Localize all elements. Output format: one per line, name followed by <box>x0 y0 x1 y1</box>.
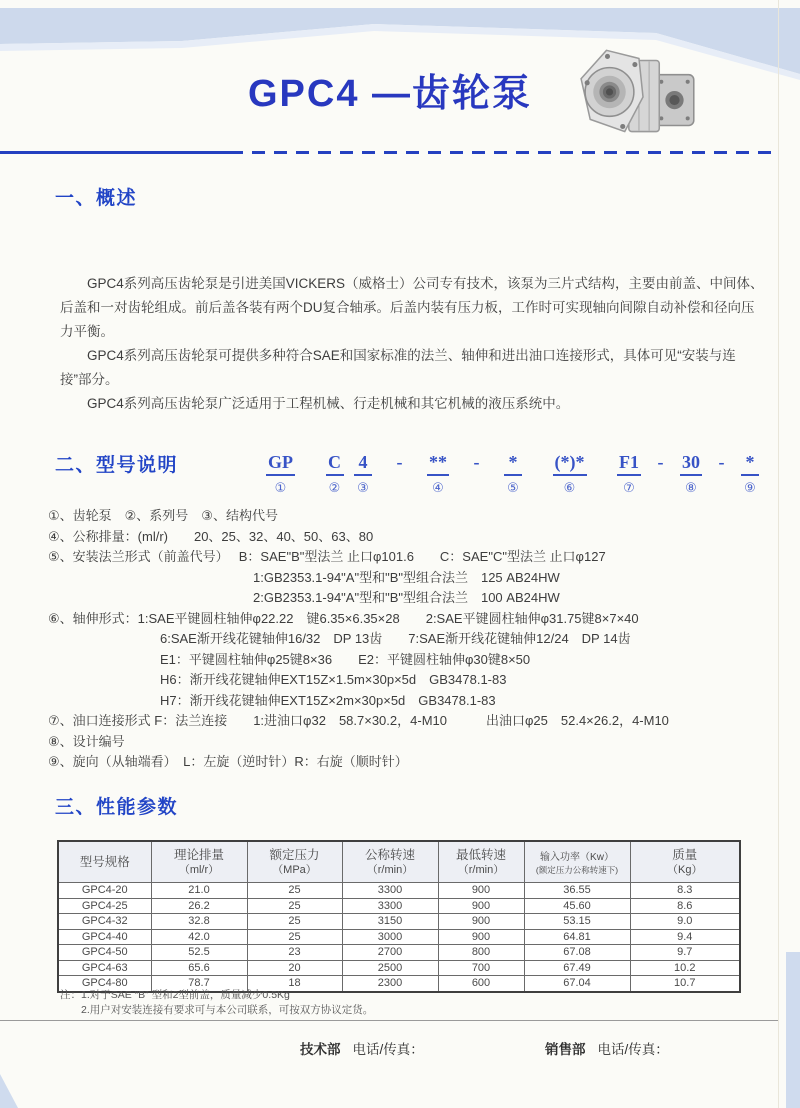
cell-min-speed: 900 <box>438 929 524 945</box>
model-code-circled-number: ③ <box>357 480 369 495</box>
cell-model: GPC4-20 <box>58 883 151 899</box>
model-code-circled-number: ⑧ <box>685 480 697 495</box>
model-code-text: (*)* <box>553 452 587 476</box>
model-code-circled-number: ② <box>328 480 341 495</box>
cell-speed: 3150 <box>342 914 438 930</box>
model-code-circled-number: ⑨ <box>744 480 756 495</box>
cell-input-power: 64.81 <box>524 929 630 945</box>
cell-displacement: 65.6 <box>151 960 247 976</box>
model-legend-line: ⑧、设计编号 <box>48 733 125 749</box>
model-legend-line: ④、公称排量：(ml/r) 20、25、32、40、50、63、80 <box>48 528 374 544</box>
model-legend-line: 2:GB2353.1-94"A"型和"B"型组合法兰 100 AB24HW <box>253 590 560 605</box>
overview-paragraph: GPC4系列高压齿轮泵广泛适用于工程机械、行走机械和其它机械的液压系统中。 <box>87 396 570 411</box>
col-header-speed <box>342 841 438 883</box>
col-header-min-speed <box>438 841 524 883</box>
header-divider-solid <box>0 151 230 154</box>
model-legend-line: H7：渐开线花键轴伸EXT15Z×2m×30p×5d GB3478.1-83 <box>160 692 496 708</box>
col-header-pressure <box>247 841 342 883</box>
col-header-text: 公称转速 <box>364 847 415 862</box>
table-note-line: 2.用户对安装连接有要求可与本公司联系，可按双方协议定货。 <box>81 1003 374 1016</box>
model-legend-line: H6：渐开线花键轴伸EXT15Z×1.5m×30p×5d GB3478.1-83 <box>160 672 507 687</box>
col-header-input-power <box>524 841 630 883</box>
cell-pressure: 25 <box>247 898 342 914</box>
model-code-text: GP <box>266 452 295 476</box>
model-legend-line: 6:SAE渐开线花键轴伸16/32 DP 13齿 7:SAE渐开线花键轴伸12/24 DP 14齿 <box>160 631 631 646</box>
model-legend-line: ⑤、安装法兰形式（前盖代号） B：SAE"B"型法兰 止口φ101.6 C：SAE"C"型法兰 止口φ127 <box>48 549 606 564</box>
col-header-unit: （Kg） <box>667 863 703 876</box>
cell-min-speed: 700 <box>438 960 524 976</box>
cell-pressure: 25 <box>247 883 342 899</box>
footer <box>0 1038 800 1062</box>
model-code-token <box>713 452 731 493</box>
model-code-text: * <box>504 452 522 476</box>
cell-displacement: 52.5 <box>151 945 247 961</box>
model-code-text: - <box>396 452 403 472</box>
model-legend-line: 1:GB2353.1-94"A"型和"B"型组合法兰 125 AB24HW <box>253 569 560 585</box>
model-code-token <box>652 452 670 493</box>
model-legend <box>48 506 783 773</box>
cell-speed: 2700 <box>342 945 438 961</box>
cell-displacement: 26.2 <box>151 898 247 914</box>
cell-pressure: 25 <box>247 914 342 930</box>
model-legend-line: ①、齿轮泵 ②、系列号 ③、结构代号 <box>48 508 278 523</box>
model-code-text: 4 <box>354 452 372 476</box>
table-header-row <box>58 841 740 883</box>
model-code-token <box>326 452 344 496</box>
col-header-unit: （r/min） <box>366 863 414 876</box>
model-code-text: - <box>473 452 480 472</box>
cell-displacement: 78.7 <box>151 976 247 992</box>
table-row <box>58 929 740 945</box>
table-row <box>58 883 740 899</box>
cell-speed: 3000 <box>342 929 438 945</box>
model-code-circled-number <box>652 478 670 493</box>
model-legend-line: ⑨、旋向（从轴端看） L：左旋（逆时针）R：右旋（顺时针） <box>48 754 408 769</box>
overview-heading: 一、概述 <box>55 188 138 209</box>
model-code-token <box>680 452 702 496</box>
model-code-token <box>266 452 295 496</box>
sales-phone-fax-label: 电话/传真： <box>597 1042 669 1057</box>
cell-mass: 9.7 <box>630 945 740 961</box>
model-legend-line: ⑥、轴伸形式：1:SAE平键圆柱轴伸φ22.22 键6.35×6.35×28 2:SAE平键圆柱轴伸φ31.75键8×7×40 <box>48 610 639 626</box>
gear-pump-photo <box>576 46 708 144</box>
bottom-left-corner-decoration <box>0 1074 18 1108</box>
tech-phone-fax-label: 电话/传真： <box>352 1042 424 1057</box>
sales-dept-label: 销售部 <box>545 1042 586 1057</box>
model-code-token <box>617 452 641 496</box>
cell-mass: 9.0 <box>630 914 740 930</box>
col-header-text: 最低转速 <box>455 847 506 862</box>
cell-model: GPC4-50 <box>58 945 151 961</box>
col-header-unit: （MPa） <box>272 863 317 876</box>
performance-heading: 三、性能参数 <box>55 797 179 818</box>
model-code-circled-number: ④ <box>432 480 444 495</box>
cell-model: GPC4-25 <box>58 898 151 914</box>
cell-min-speed: 600 <box>438 976 524 992</box>
col-header-unit: (额定压力公称转速下) <box>535 864 619 875</box>
cell-model: GPC4-32 <box>58 914 151 930</box>
table-row <box>58 914 740 930</box>
model-code-token <box>354 452 372 496</box>
model-code-circled-number <box>713 478 731 493</box>
model-code-text: - <box>657 452 664 472</box>
model-code <box>266 452 765 496</box>
performance-table <box>57 840 741 993</box>
table-notes <box>60 988 373 1017</box>
cell-pressure: 25 <box>247 929 342 945</box>
model-code-circled-number: ① <box>274 480 287 495</box>
model-code-token <box>468 452 486 493</box>
table-row <box>58 960 740 976</box>
col-header-displacement <box>151 841 247 883</box>
model-legend-line: ⑦、油口连接形式 F：法兰连接 1:进油口φ32 58.7×30.2，4-M10 出油口φ25 52.4×26.2，4-M10 <box>48 713 669 728</box>
col-header-text: 质量 <box>672 847 698 862</box>
cell-mass: 9.4 <box>630 929 740 945</box>
model-code-text: ** <box>427 452 449 476</box>
cell-min-speed: 800 <box>438 945 524 961</box>
model-code-token <box>553 452 587 496</box>
cell-mass: 8.3 <box>630 883 740 899</box>
cell-displacement: 32.8 <box>151 914 247 930</box>
cell-displacement: 42.0 <box>151 929 247 945</box>
header-divider-dashed <box>230 151 778 154</box>
col-header-text: 理论排量 <box>173 847 224 862</box>
model-code-text: 30 <box>680 452 702 476</box>
footer-tech-contact <box>300 1038 424 1058</box>
overview-paragraph: GPC4系列高压齿轮泵是引进美国VICKERS（威格士）公司专有技术，该泵为三片式结构，主要由前盖、中间体、后盖和一对齿轮组成。前后盖各装有两个DU复合轴承。后盖内装有压力板，工作时可实现轴向间隙自动补偿和径向压力平衡。 <box>60 276 764 339</box>
col-header-unit: （r/min） <box>457 863 505 876</box>
cell-model: GPC4-40 <box>58 929 151 945</box>
model-code-token <box>504 452 522 496</box>
tech-dept-label: 技术部 <box>300 1042 341 1057</box>
cell-min-speed: 900 <box>438 898 524 914</box>
col-header-text: 输入功率（Kw） <box>540 852 614 864</box>
cell-speed: 3300 <box>342 898 438 914</box>
cell-model: GPC4-63 <box>58 960 151 976</box>
cell-input-power: 53.15 <box>524 914 630 930</box>
page-title: GPC4 —齿轮泵 <box>247 73 533 115</box>
model-code-circled-number <box>391 478 409 493</box>
cell-min-speed: 900 <box>438 914 524 930</box>
model-heading: 二、型号说明 <box>55 455 179 476</box>
col-header-mass <box>630 841 740 883</box>
cell-pressure: 20 <box>247 960 342 976</box>
cell-mass: 10.7 <box>630 976 740 992</box>
table-row <box>58 898 740 914</box>
footer-divider <box>0 1020 778 1021</box>
cell-model: GPC4-80 <box>58 976 151 992</box>
scan-edge-line <box>778 0 779 1108</box>
model-code-circled-number: ⑦ <box>623 480 635 495</box>
cell-input-power: 67.04 <box>524 976 630 992</box>
model-code-text: * <box>741 452 759 476</box>
cell-input-power: 45.60 <box>524 898 630 914</box>
model-code-text: C <box>326 452 344 476</box>
right-edge-band-decoration <box>786 952 800 1108</box>
col-header-unit: （ml/r） <box>178 863 220 876</box>
model-code-circled-number: ⑥ <box>563 480 576 495</box>
cell-pressure: 18 <box>247 976 342 992</box>
overview-paragraph: GPC4系列高压齿轮泵可提供多种符合SAE和国家标准的法兰、轴伸和进出油口连接形式，具体可见“安装与连接”部分。 <box>60 348 736 387</box>
cell-input-power: 67.49 <box>524 960 630 976</box>
model-code-text: F1 <box>617 452 641 476</box>
col-header-model <box>58 841 151 883</box>
model-code-circled-number: ⑤ <box>507 480 519 495</box>
cell-input-power: 67.08 <box>524 945 630 961</box>
cell-mass: 10.2 <box>630 960 740 976</box>
cell-pressure: 23 <box>247 945 342 961</box>
overview-paragraphs <box>60 272 766 416</box>
col-header-text: 型号规格 <box>79 854 130 869</box>
table-row <box>58 945 740 961</box>
model-code-circled-number <box>468 478 486 493</box>
cell-displacement: 21.0 <box>151 883 247 899</box>
model-code-text: - <box>718 452 725 472</box>
cell-mass: 8.6 <box>630 898 740 914</box>
col-header-text: 额定压力 <box>269 847 320 862</box>
table-note-line: 注：1.对于SAE “B” 型和2型前盖，质量减少0.5Kg <box>60 989 290 1001</box>
cell-speed: 2500 <box>342 960 438 976</box>
footer-sales-contact <box>545 1038 669 1058</box>
cell-speed: 2300 <box>342 976 438 992</box>
cell-input-power: 36.55 <box>524 883 630 899</box>
model-code-token <box>427 452 449 496</box>
cell-min-speed: 900 <box>438 883 524 899</box>
cell-speed: 3300 <box>342 883 438 899</box>
model-legend-line: E1：平键圆柱轴伸φ25键8×36 E2：平键圆柱轴伸φ30键8×50 <box>160 651 531 667</box>
model-code-token <box>391 452 409 493</box>
model-code-token <box>741 452 759 496</box>
